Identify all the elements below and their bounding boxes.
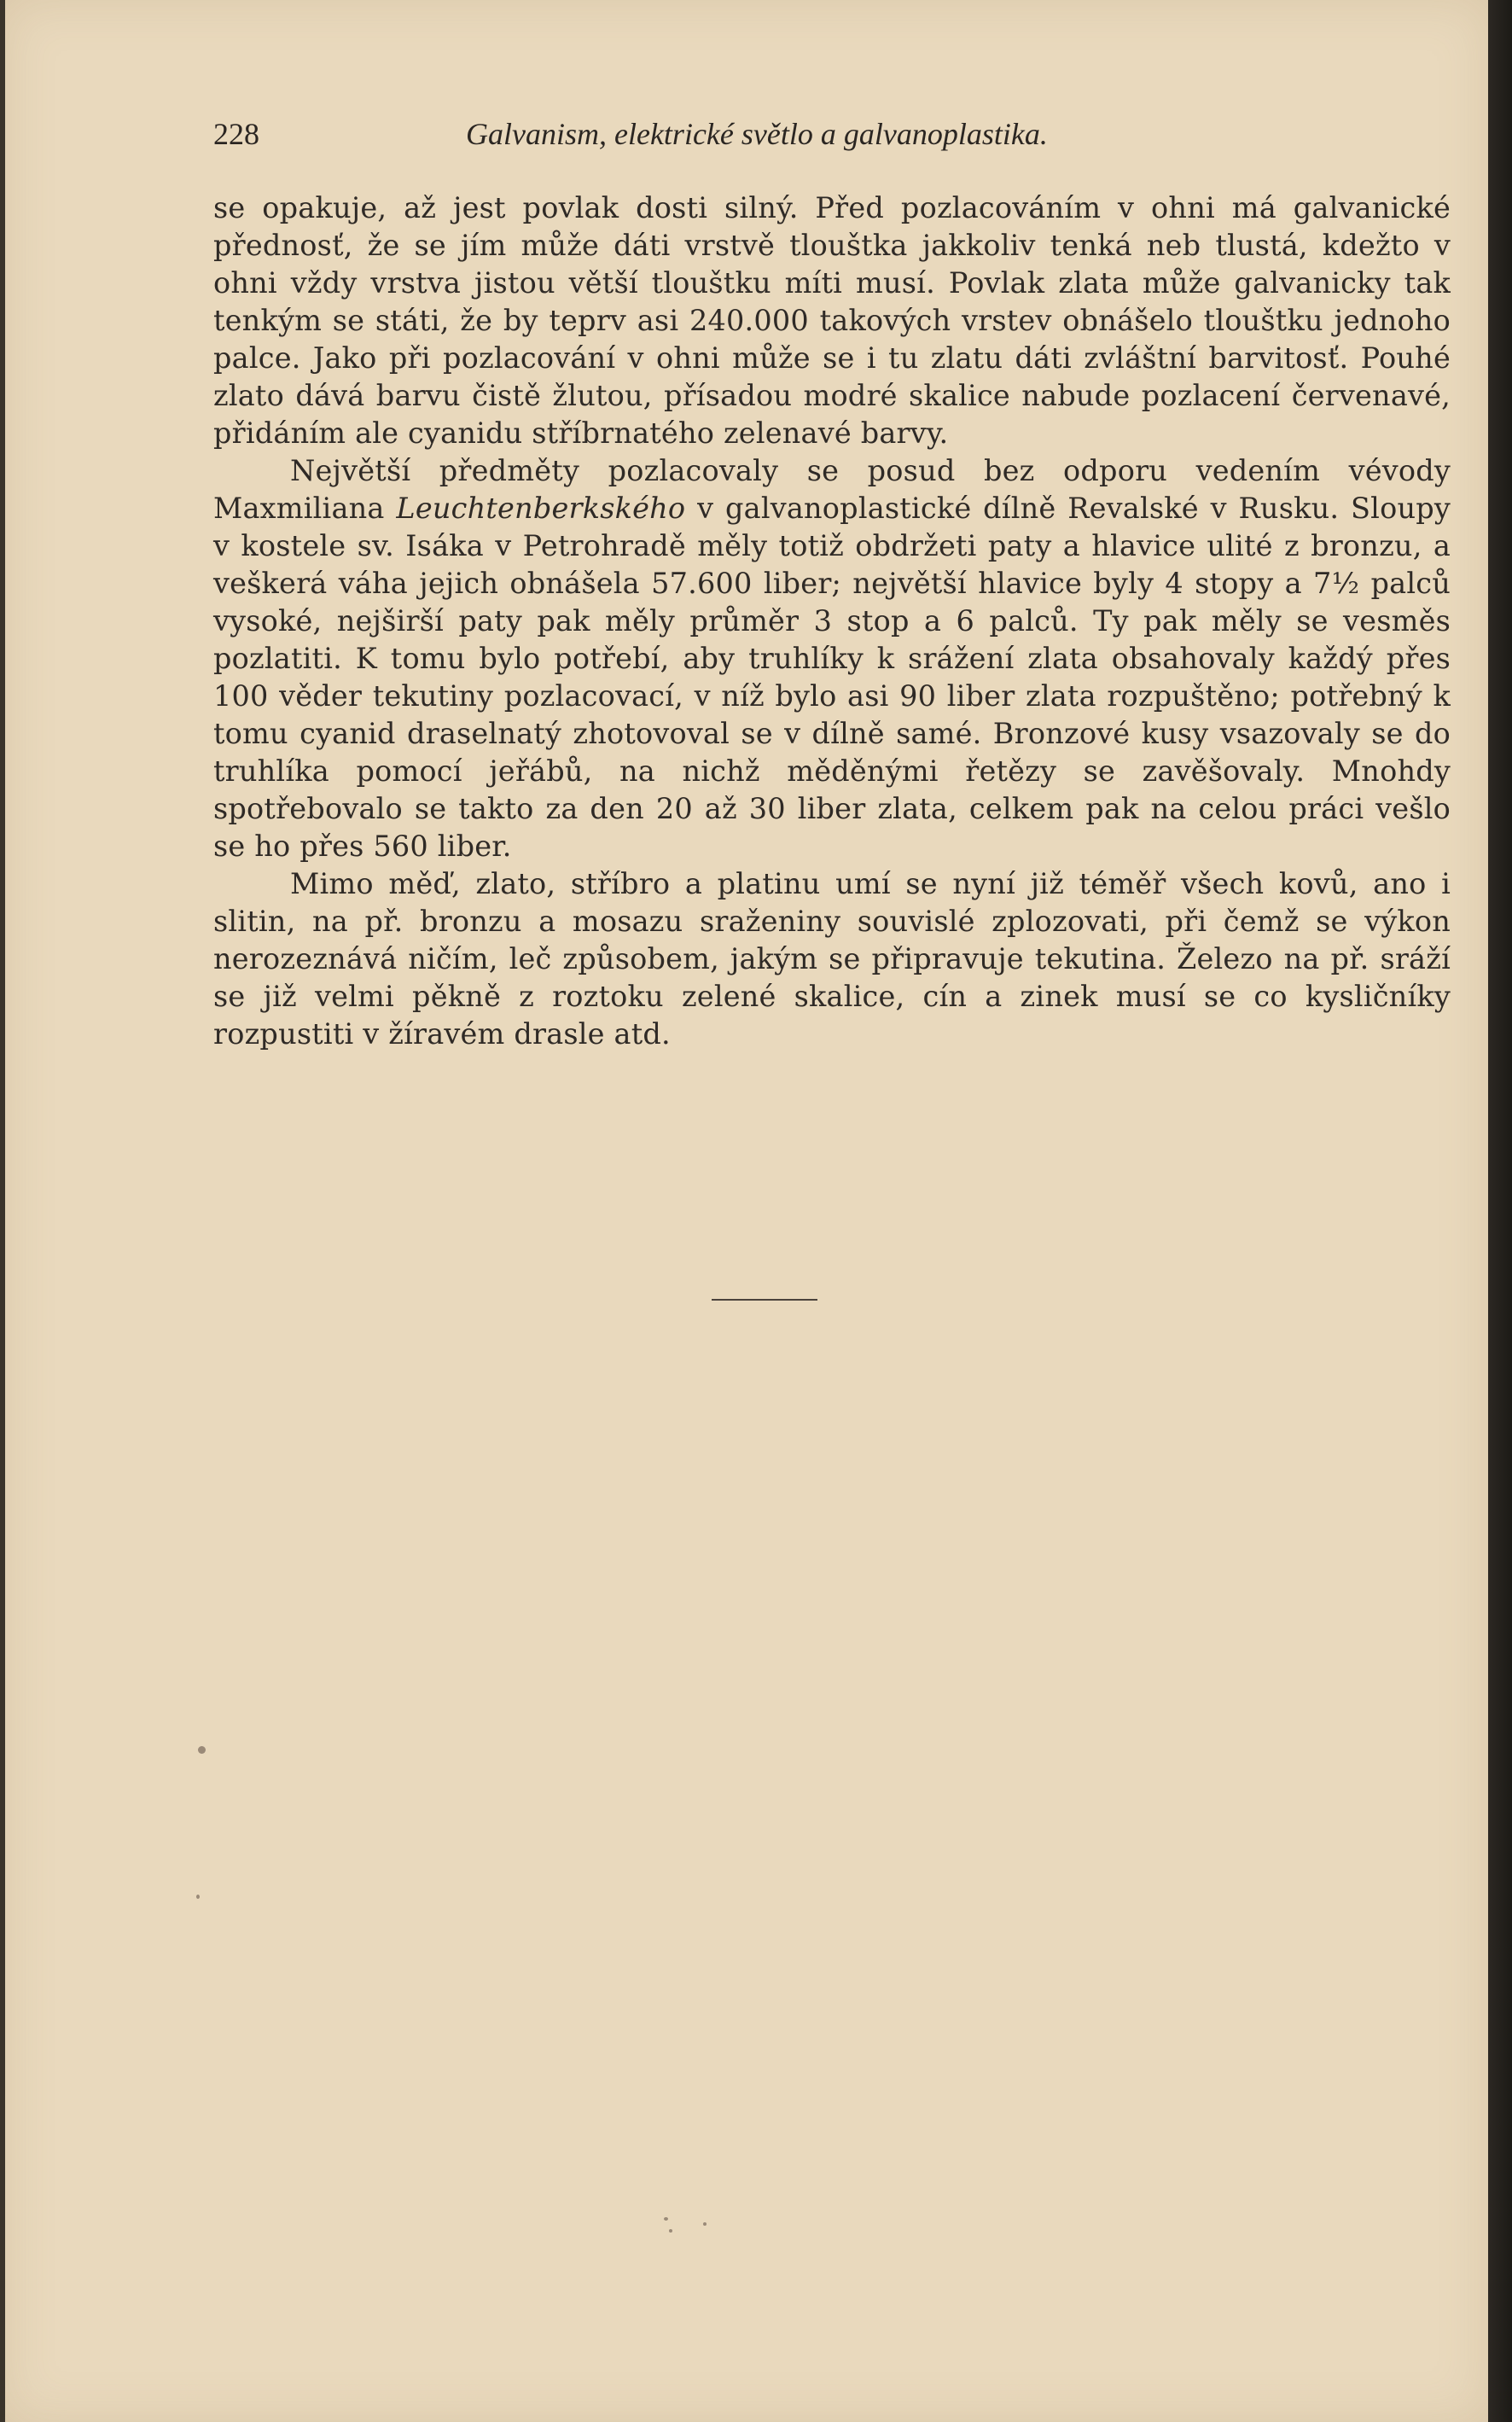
paragraph-2-text-before: Největší předměty pozlacovaly se posud bez odporu vedením vévody Maxmiliana	[213, 454, 1451, 525]
body-text	[213, 189, 1451, 1053]
paragraph-2-italic-name: Leuchtenberkského	[396, 492, 686, 525]
running-head: Galvanism, elektrické světlo a galvanoplastika.	[466, 117, 1048, 151]
paragraph-1: se opakuje, až jest povlak dosti silný. Před pozlacováním v ohni má galvanické přednosť, že se jím může dáti vrstvě tlouštka jakkoliv tenká neb tlustá, kdežto v ohni vždy vrstva jistou větší tlouštku míti musí. Povlak zlata může galvanicky tak tenkým se státi, že by teprv asi 240.000 takových vrstev obnášelo tlouštku jednoho palce. Jako při pozlacování v ohni může se i tu zlatu dáti zvláštní barvitosť. Pouhé zlato dává barvu čistě žlutou, přísadou modré skalice nabude pozlacení červenavé, přidáním ale cyanidu stříbrnatého zelenavé barvy.	[213, 191, 1451, 450]
paragraph-2-text-after: v galvanoplastické dílně Revalské v Rusku. Sloupy v kostele sv. Isáka v Petrohradě měly totiž obdržeti paty a hlavice ulité z bronzu, a veškerá váha jejich obnášela 57.600 liber; největší hlavice byly 4 stopy a 7½ palců vysoké, nejširší paty pak měly průměr 3 stop a 6 palců. Ty pak měly se vesměs pozlatiti. K tomu bylo potřebí, aby truhlíky k srážení zlata obsahovaly každý přes 100 věder tekutiny pozlacovací, v níž bylo asi 90 liber zlata rozpuštěno; potřebný k tomu cyanid draselnatý zhotovoval se v dílně samé. Bronzové kusy vsazovaly se do truhlíka pomocí jeřábů, na nichž měděnými řetězy se zavěšovaly. Mnohdy spotřebovalo se takto za den 20 až 30 liber zlata, celkem pak na celou práci vešlo se ho přes 560 liber.	[213, 492, 1451, 863]
page-header	[213, 116, 1451, 159]
end-rule	[712, 1299, 817, 1301]
book-page	[5, 0, 1488, 2422]
paper-speck	[198, 1746, 206, 1754]
paragraph-3: Mimo měď, zlato, stříbro a platinu umí se nyní již téměř všech kovů, ano i slitin, na př. bronzu a mosazu sraženiny souvislé zplozovati, při čemž se výkon nerozeznává ničím, leč způsobem, jakým se připravuje tekutina. Železo na př. sráží se již velmi pěkně z roztoku zelené skalice, cín a zinek musí se co kysličníky rozpustiti v žíravém drasle atd.	[213, 867, 1451, 1051]
paper-speck	[703, 2222, 707, 2226]
scan-right-edge	[1488, 0, 1512, 2422]
paper-speck	[669, 2229, 672, 2233]
paper-speck	[664, 2217, 668, 2221]
paragraph-2	[213, 452, 1451, 865]
page-number: 228	[213, 117, 259, 151]
paper-speck	[196, 1895, 200, 1899]
